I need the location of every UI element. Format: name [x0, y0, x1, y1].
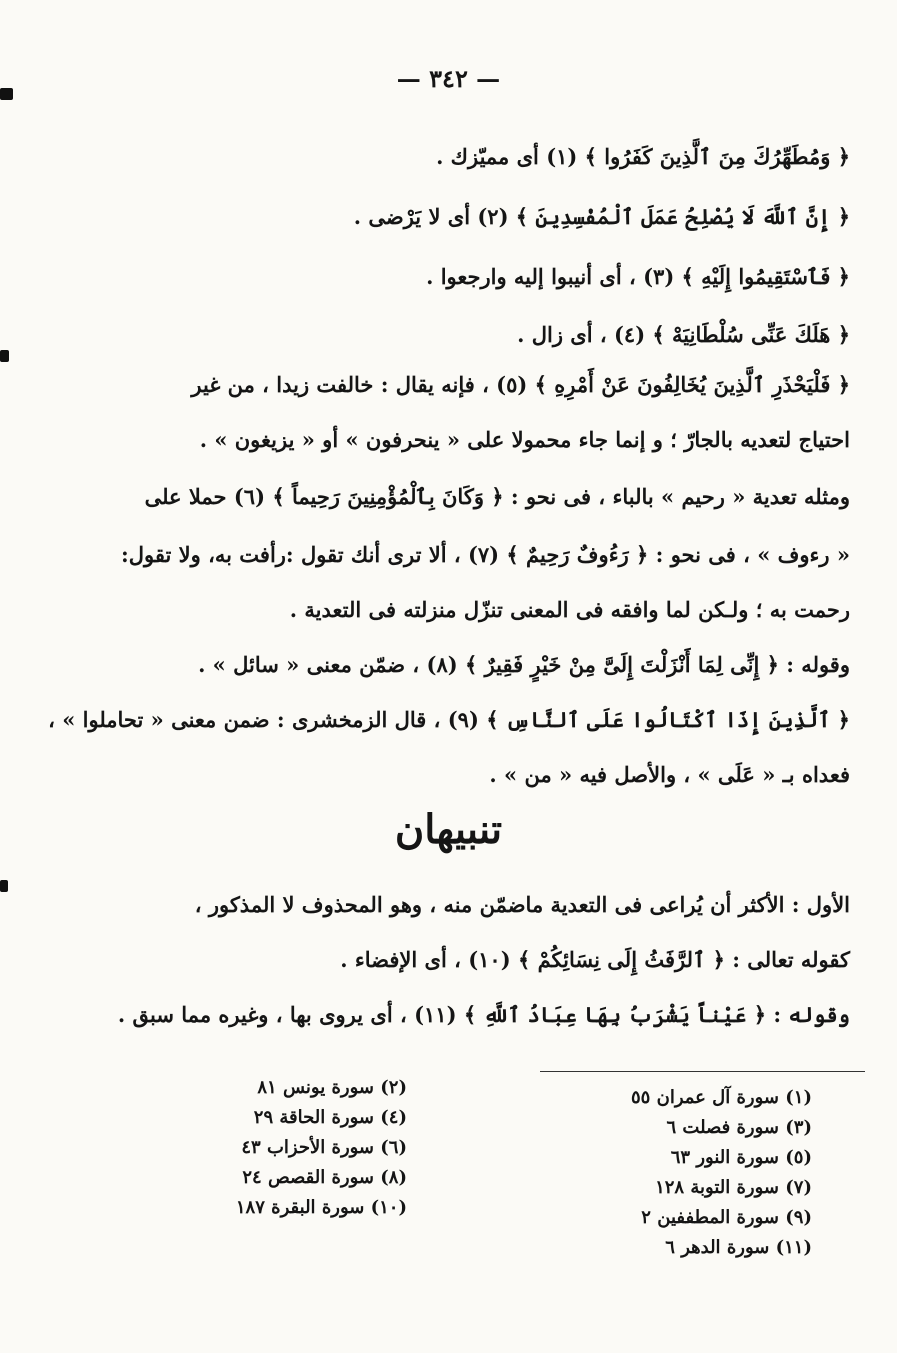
text-line: « رءوف » ، فى نحو : ﴿ رَءُوفٌ رَحِيمٌ ﴾ (٧) ، ألا ترى أنك تقول :رأفت به، ولا تقول: — [121, 542, 850, 567]
scan-margin-mark — [0, 88, 13, 100]
footnote: (٧) سورة التوبة ١٢٨ — [655, 1177, 812, 1198]
footnote: (٨) سورة القصص ٢٤ — [242, 1167, 407, 1188]
text-line: وقوله : ﴿ عَيْناً يَشْرَبُ بِهَا عِبَادُ ٱللَّهِ ﴾ (١١) ، أى يروى بها ، وغيره مما سبق . — [117, 1002, 850, 1027]
text-line: ﴿ وَمُطَهِّرُكَ مِنَ ٱلَّذِينَ كَفَرُوا ﴾ (١) أى مميّزك . — [436, 144, 850, 169]
page-number: — ٣٤٢ — — [396, 64, 501, 93]
text-line: ﴿ إِنَّ ٱللَّهَ لَا يُصْلِحُ عَمَلَ ٱلْمُفْسِدِينَ ﴾ (٢) أى لا يَرْضى . — [353, 204, 850, 229]
scan-margin-mark — [0, 880, 8, 892]
text-line: ﴿ ٱلَّذِينَ إِذَا ٱكْتَالُوا عَلَى ٱلنَّاسِ ﴾ (٩) ، قال الزمخشرى : ضمن معنى « تحاملوا » ، — [48, 707, 850, 732]
text-line: فعداه بـ « عَلَى » ، والأصل فيه « من » . — [489, 762, 850, 787]
footnote: (٦) سورة الأحزاب ٤٣ — [241, 1137, 407, 1158]
text-line: وقوله : ﴿ إِنِّى لِمَا أَنْزَلْتَ إِلَىَّ مِنْ خَيْرٍ فَقِيرٌ ﴾ (٨) ، ضمّن معنى « سائل » . — [198, 652, 850, 677]
text-line: ﴿ فَٱسْتَقِيمُوا إِلَيْهِ ﴾ (٣) ، أى أنيبوا إليه وارجعوا . — [426, 264, 850, 289]
footnote: (٩) سورة المطففين ٢ — [641, 1207, 812, 1228]
footnote: (١) سورة آل عمران ٥٥ — [630, 1087, 812, 1108]
footnote-divider — [540, 1071, 865, 1072]
text-line: ﴿ فَلْيَحْذَرِ ٱلَّذِينَ يُخَالِفُونَ عَنْ أَمْرِهِ ﴾ (٥) ، فإنه يقال : خالفت زيدا ، من غير — [191, 372, 850, 397]
scan-margin-mark — [0, 350, 9, 362]
section-heading: تنبيهان — [394, 806, 503, 853]
text-line: احتياج لتعديه بالجارّ ؛ و إنما جاء محمولا على « ينحرفون » أو « يزيغون » . — [199, 427, 850, 452]
text-line: ﴿ هَلَكَ عَنِّى سُلْطَانِيَهْ ﴾ (٤) ، أى زال . — [517, 322, 850, 347]
text-line: كقوله تعالى : ﴿ ٱلرَّفَثُ إِلَى نِسَائِكُمْ ﴾ (١٠) ، أى الإفضاء . — [340, 947, 850, 972]
text-line: الأول : الأكثر أن يُراعى فى التعدية ماضمّن منه ، وهو المحذوف لا المذكور ، — [194, 892, 850, 917]
footnote: (٤) سورة الحاقة ٢٩ — [253, 1107, 407, 1128]
text-line: رحمت به ؛ ولـكن لما وافقه فى المعنى تنزّل منزلته فى التعدية . — [289, 597, 850, 622]
footnote: (٣) سورة فصلت ٦ — [666, 1117, 812, 1138]
footnote: (٥) سورة النور ٦٣ — [670, 1147, 812, 1168]
footnote: (١٠) سورة البقرة ١٨٧ — [235, 1197, 407, 1218]
footnote: (١١) سورة الدهر ٦ — [665, 1237, 812, 1258]
text-line: ومثله تعدية « رحيم » بالباء ، فى نحو : ﴿ وَكَانَ بِٱلْمُؤْمِنِينَ رَحِيماً ﴾ (٦) حملا على — [144, 484, 850, 509]
footnote: (٢) سورة يونس ٨١ — [257, 1077, 407, 1098]
